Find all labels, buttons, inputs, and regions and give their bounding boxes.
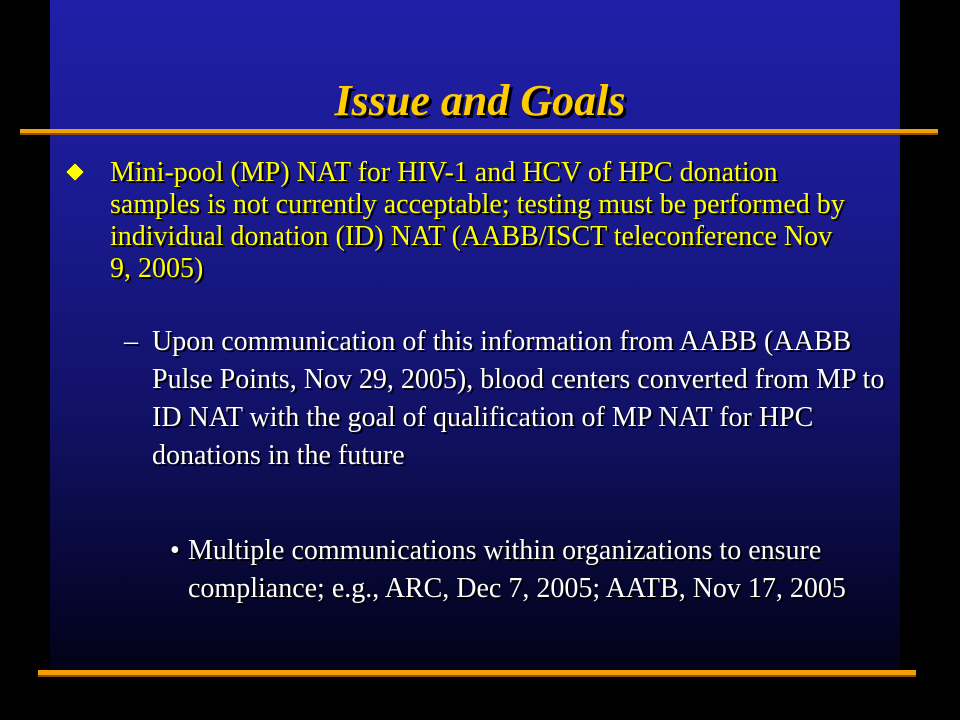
- bullet-level3-text: Multiple communications within organizations to ensure compliance; e.g., ARC, Dec 7, 2005; AATB, Nov 17, 2005: [188, 535, 846, 604]
- bullet-level3: [170, 532, 890, 608]
- title-divider: [20, 129, 938, 135]
- diamond-icon: [66, 163, 84, 181]
- dot-marker: •: [170, 535, 180, 566]
- slide-title: Issue and Goals: [334, 76, 626, 125]
- dash-marker: –: [124, 326, 138, 357]
- bullet-level2: [124, 323, 894, 475]
- bullet-level2-text: Upon communication of this information from AABB (AABB Pulse Points, Nov 29, 2005), blood centers converted from MP to ID NAT with the goal of qualification of MP NAT for HPC donations in the future: [152, 326, 885, 471]
- bullet-level1-text: Mini-pool (MP) NAT for HIV-1 and HCV of HPC donation samples is not currently acceptable; testing must be performed by individual donation (ID) NAT (AABB/ISCT teleconference Nov 9, 2005): [110, 157, 845, 284]
- bullet-level1: [66, 157, 846, 285]
- footer-divider: [38, 670, 916, 677]
